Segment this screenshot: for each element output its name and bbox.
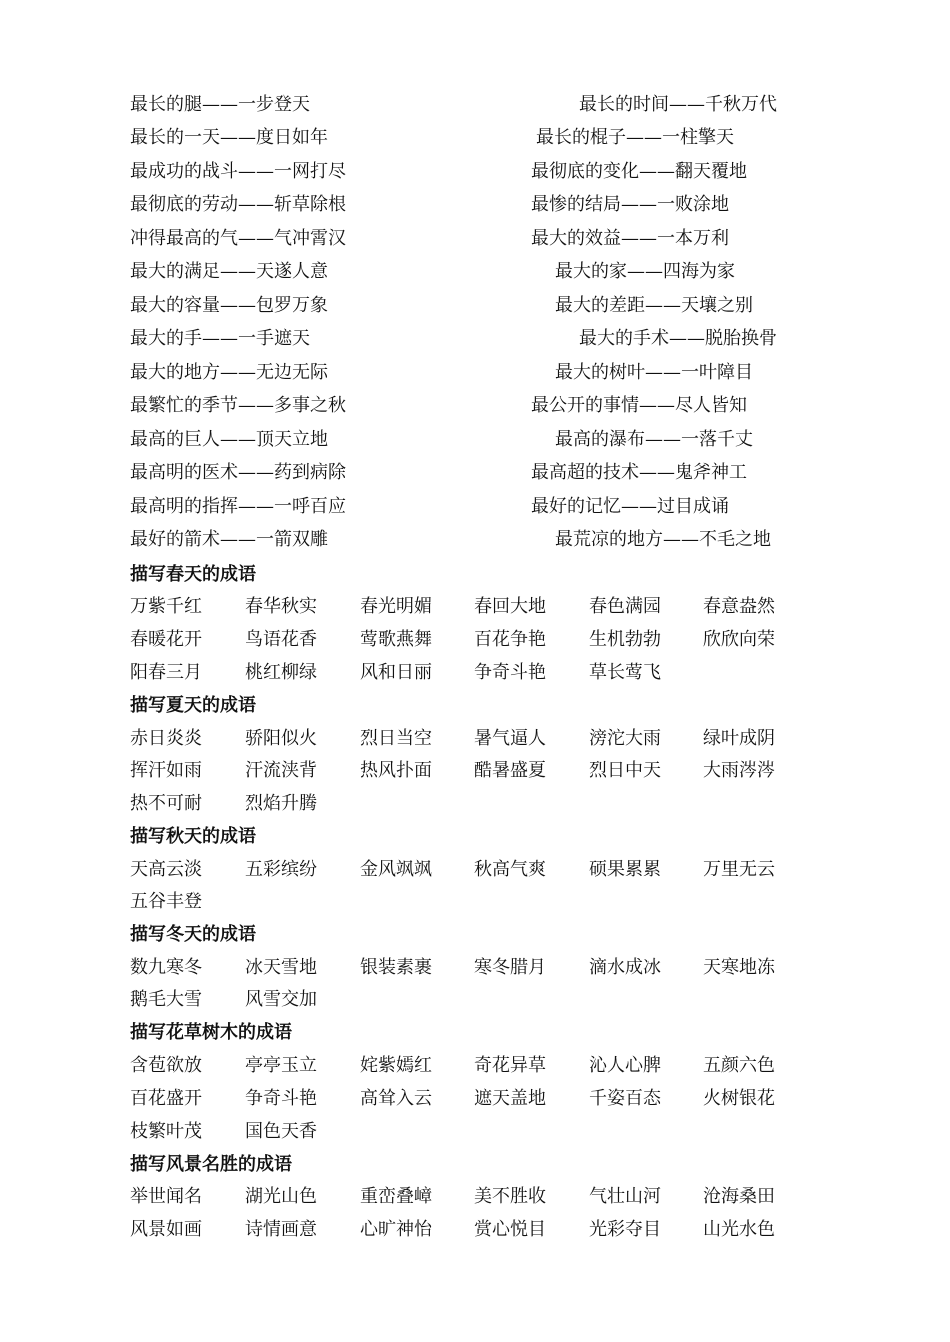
section-title: 描写风景名胜的成语 [130,1154,292,1175]
superlative-right: 最彻底的变化——翻天覆地 [531,161,747,182]
superlative-left: 最大的手——一手遮天 [130,328,310,349]
superlative-row [0,523,950,556]
idiom: 心旷神怡 [360,1219,432,1240]
idiom-row [0,885,950,918]
idiom-row [0,1115,950,1148]
superlative-row [0,121,950,154]
superlative-right: 最高超的技术——鬼斧神工 [531,462,747,483]
superlative-left: 最长的腿——一步登天 [130,94,310,115]
idiom: 草长莺飞 [589,662,661,683]
idiom: 春意盎然 [703,596,775,617]
superlative-right: 最高的瀑布——一落千丈 [555,429,753,450]
idiom: 光彩夺目 [589,1219,661,1240]
idiom: 春光明媚 [360,596,432,617]
idiom: 汗流浃背 [245,760,317,781]
idiom-row [0,853,950,886]
idiom: 挥汗如雨 [130,760,202,781]
superlative-right: 最公开的事情——尽人皆知 [531,395,747,416]
superlative-left: 最成功的战斗——一网打尽 [130,161,346,182]
idiom: 热风扑面 [360,760,432,781]
superlative-row [0,490,950,523]
superlative-left: 最彻底的劳动——斩草除根 [130,194,346,215]
idiom: 秋高气爽 [474,859,546,880]
idiom: 冰天雪地 [245,957,317,978]
idiom-row [0,983,950,1016]
superlative-left: 最高明的医术——药到病除 [130,462,346,483]
idiom-row [0,754,950,787]
superlative-right: 最大的差距——天壤之别 [555,295,753,316]
idiom: 鸟语花香 [245,629,317,650]
idiom: 百花盛开 [130,1088,202,1109]
idiom: 天高云淡 [130,859,202,880]
idiom: 烈焰升腾 [245,793,317,814]
idiom: 争奇斗艳 [245,1088,317,1109]
superlative-left: 最长的一天——度日如年 [130,127,328,148]
idiom: 滂沱大雨 [589,728,661,749]
superlative-row [0,289,950,322]
superlative-right: 最长的棍子——一柱擎天 [536,127,734,148]
idiom: 大雨涔涔 [703,760,775,781]
idiom: 生机勃勃 [589,629,661,650]
idiom: 万紫千红 [130,596,202,617]
superlative-row [0,155,950,188]
superlative-right: 最好的记忆——过目成诵 [531,496,729,517]
idiom: 赤日炎炎 [130,728,202,749]
superlative-left: 最高的巨人——顶天立地 [130,429,328,450]
idiom: 湖光山色 [245,1186,317,1207]
idiom: 美不胜收 [474,1186,546,1207]
idiom-row [0,1049,950,1082]
idiom: 烈日中天 [589,760,661,781]
idiom-row [0,590,950,623]
idiom: 诗情画意 [245,1219,317,1240]
superlative-row [0,322,950,355]
idiom: 举世闻名 [130,1186,202,1207]
superlative-left: 最大的地方——无边无际 [130,362,328,383]
superlative-right: 最大的效益——一本万利 [531,228,729,249]
idiom: 千姿百态 [589,1088,661,1109]
idiom: 火树银花 [703,1088,775,1109]
superlative-row [0,88,950,121]
idiom: 酷暑盛夏 [474,760,546,781]
idiom-row [0,1082,950,1115]
idiom: 鹅毛大雪 [130,989,202,1010]
superlative-left: 最高明的指挥——一呼百应 [130,496,346,517]
idiom: 风雪交加 [245,989,317,1010]
idiom: 寒冬腊月 [474,957,546,978]
superlative-right: 最大的家——四海为家 [555,261,735,282]
superlative-left: 最大的容量——包罗万象 [130,295,328,316]
idiom: 国色天香 [245,1121,317,1142]
idiom: 天寒地冻 [703,957,775,978]
idiom: 五彩缤纷 [245,859,317,880]
idiom: 山光水色 [703,1219,775,1240]
idiom: 亭亭玉立 [245,1055,317,1076]
idiom: 滴水成冰 [589,957,661,978]
idiom: 烈日当空 [360,728,432,749]
superlative-row [0,423,950,456]
superlative-right: 最惨的结局——一败涂地 [531,194,729,215]
idiom: 争奇斗艳 [474,662,546,683]
superlative-left: 最好的箭术——一箭双雕 [130,529,328,550]
idiom: 万里无云 [703,859,775,880]
idiom: 高耸入云 [360,1088,432,1109]
idiom: 五谷丰登 [130,891,202,912]
idiom: 欣欣向荣 [703,629,775,650]
section-title: 描写夏天的成语 [130,695,256,716]
superlative-right: 最长的时间——千秋万代 [579,94,777,115]
idiom-row [0,787,950,820]
idiom: 春色满园 [589,596,661,617]
superlative-left: 最大的满足——天遂人意 [130,261,328,282]
idiom: 姹紫嫣红 [360,1055,432,1076]
superlative-row [0,456,950,489]
idiom: 暑气逼人 [474,728,546,749]
idiom-row [0,951,950,984]
idiom-row [0,656,950,689]
idiom: 阳春三月 [130,662,202,683]
idiom: 赏心悦目 [474,1219,546,1240]
idiom: 含苞欲放 [130,1055,202,1076]
idiom: 春华秋实 [245,596,317,617]
idiom: 金风飒飒 [360,859,432,880]
superlative-row [0,356,950,389]
idiom: 枝繁叶茂 [130,1121,202,1142]
idiom: 硕果累累 [589,859,661,880]
section-title: 描写春天的成语 [130,564,256,585]
superlative-row [0,255,950,288]
superlative-left: 最繁忙的季节——多事之秋 [130,395,346,416]
idiom: 沧海桑田 [703,1186,775,1207]
idiom: 春暖花开 [130,629,202,650]
superlative-row [0,222,950,255]
idiom: 五颜六色 [703,1055,775,1076]
idiom: 桃红柳绿 [245,662,317,683]
idiom: 风和日丽 [360,662,432,683]
superlative-right: 最大的树叶——一叶障目 [555,362,753,383]
superlative-row [0,389,950,422]
section-title: 描写冬天的成语 [130,924,256,945]
idiom-row [0,1180,950,1213]
idiom-row [0,623,950,656]
idiom: 风景如画 [130,1219,202,1240]
idiom: 奇花异草 [474,1055,546,1076]
idiom: 绿叶成阴 [703,728,775,749]
idiom: 百花争艳 [474,629,546,650]
idiom: 气壮山河 [589,1186,661,1207]
idiom: 数九寒冬 [130,957,202,978]
idiom: 春回大地 [474,596,546,617]
idiom-row [0,1213,950,1246]
superlative-left: 冲得最高的气——气冲霄汉 [130,228,346,249]
idiom: 银装素裹 [360,957,432,978]
idiom: 热不可耐 [130,793,202,814]
idiom: 骄阳似火 [245,728,317,749]
superlative-row [0,188,950,221]
idiom: 莺歌燕舞 [360,629,432,650]
idiom-row [0,722,950,755]
section-title: 描写花草树木的成语 [130,1022,292,1043]
superlative-right: 最大的手术——脱胎换骨 [579,328,777,349]
superlative-right: 最荒凉的地方——不毛之地 [555,529,771,550]
idiom: 沁人心脾 [589,1055,661,1076]
idiom: 遮天盖地 [474,1088,546,1109]
section-title: 描写秋天的成语 [130,826,256,847]
idiom: 重峦叠嶂 [360,1186,432,1207]
